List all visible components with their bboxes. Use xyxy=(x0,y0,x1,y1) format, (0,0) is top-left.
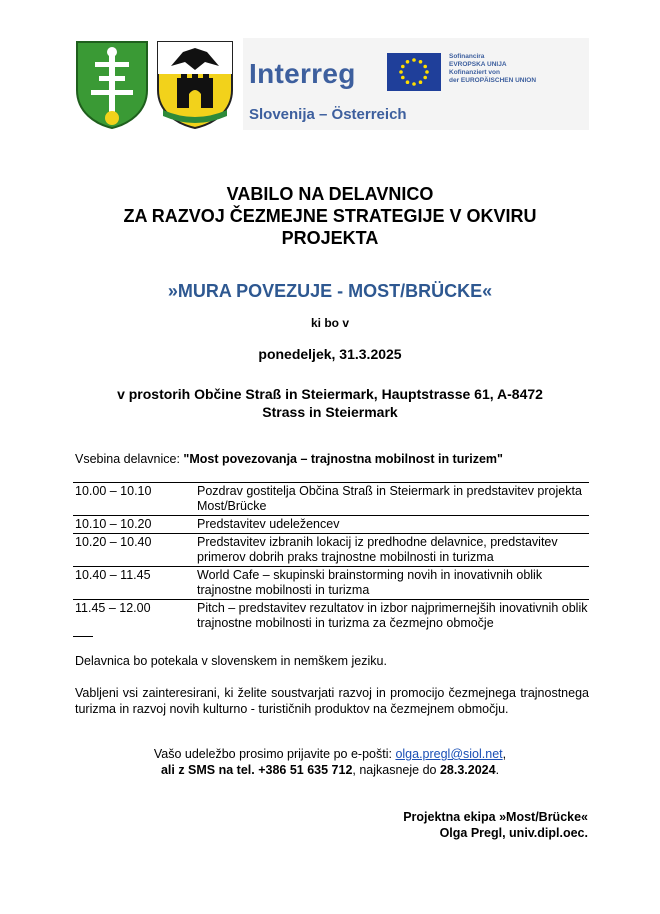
event-date: ponedeljek, 31.3.2025 xyxy=(258,346,402,362)
contact-line-2 xyxy=(60,762,600,778)
language-note: Delavnica bo potekala v slovenskem in nemškem jeziku. xyxy=(75,654,387,668)
ki-bo-v: ki bo v xyxy=(310,316,349,330)
agenda-row xyxy=(73,533,589,566)
title-line-1: VABILO NA DELAVNICO xyxy=(226,184,434,204)
eu-flag-icon xyxy=(387,53,441,91)
deadline-end: . xyxy=(495,763,500,777)
content-topic: "Most povezovanja – trajnostna mobilnost in turizem" xyxy=(183,452,503,466)
header xyxy=(73,38,593,130)
agenda-row xyxy=(73,599,589,632)
project-name: »MURA POVEZUJE - MOST/BRÜCKE« xyxy=(167,281,493,301)
programme-name: Slovenija – Österreich xyxy=(249,106,407,123)
agenda-time: 11.45 – 12.00 xyxy=(75,601,151,615)
agenda-time: 10.20 – 10.40 xyxy=(75,535,152,549)
deadline-prefix: , najkasneje do xyxy=(352,763,440,777)
contact-line-1 xyxy=(60,746,600,762)
agenda-time: 10.10 – 10.20 xyxy=(75,517,152,531)
venue-line-2: Strass in Steiermark xyxy=(262,404,398,420)
title-line-3: PROJEKTA xyxy=(281,228,379,248)
agenda-table xyxy=(73,482,589,632)
eu-line-4: der EUROPÄISCHEN UNION xyxy=(449,77,537,84)
agenda-description: Predstavitev izbranih lokacij iz predhodne delavnice, predstavitev primerov dobrih praks trajnostne mobilnosti in turizma xyxy=(197,535,558,564)
agenda-row xyxy=(73,482,589,515)
interreg-logo xyxy=(243,38,589,130)
content-label: Vsebina delavnice: xyxy=(75,452,184,466)
municipality-coat-of-arms-2 xyxy=(155,38,235,130)
email-link[interactable]: olga.pregl@siol.net xyxy=(395,747,503,761)
municipality-coat-of-arms-1 xyxy=(73,38,151,130)
eu-line-2: EVROPSKA UNIJA xyxy=(449,61,507,68)
agenda-description: Pitch – predstavitev rezultatov in izbor najprimernejših inovativnih oblik trajnostne mobilnosti in turizma za čezmejno območje xyxy=(197,601,588,630)
sms-phone: ali z SMS na tel. +386 51 635 712 xyxy=(160,763,353,777)
signature-line-1: Projektna ekipa »Most/Brücke« xyxy=(403,810,588,824)
event-venue xyxy=(60,385,600,421)
title-line-2: ZA RAZVOJ ČEZMEJNE STRATEGIJE V OKVIRU xyxy=(123,206,537,226)
workshop-content xyxy=(75,452,503,466)
invitation-paragraph: Vabljeni vsi zainteresirani, ki želite soustvarjati razvoj in promocijo čezmejnega trajnostnega turizma in razvoj novih kulturno - turističnih produktov na čezmejnem območju. xyxy=(75,686,589,716)
interreg-wordmark: Interreg xyxy=(249,58,356,89)
agenda-end-rule xyxy=(73,636,93,637)
agenda-row xyxy=(73,515,589,533)
venue-line-1: v prostorih Občine Straß in Steiermark, Hauptstrasse 61, A-8472 xyxy=(117,386,543,402)
agenda-description: Predstavitev udeležencev xyxy=(197,517,340,531)
document-title xyxy=(60,183,600,249)
agenda-description: World Cafe – skupinski brainstorming novih in inovativnih oblik trajnostne mobilnosti in turizma xyxy=(197,568,543,597)
signature xyxy=(403,809,588,841)
contact-comma: , xyxy=(502,747,507,761)
deadline-date: 28.3.2024 xyxy=(439,763,496,777)
signature-line-2: Olga Pregl, univ.dipl.oec. xyxy=(439,826,588,840)
agenda-time: 10.40 – 11.45 xyxy=(75,568,151,582)
contact-prefix: Vašo udeležbo prosimo prijavite po e-pošti: xyxy=(153,747,396,761)
eu-line-3: Kofinanziert von xyxy=(449,69,500,76)
agenda-row xyxy=(73,566,589,599)
agenda-time: 10.00 – 10.10 xyxy=(75,484,152,498)
eu-cofinancing-text xyxy=(449,53,589,85)
agenda-description: Pozdrav gostitelja Občina Straß in Steiermark in predstavitev projekta Most/Brücke xyxy=(197,484,582,513)
eu-line-1: Sofinancira xyxy=(449,53,485,60)
registration-contact xyxy=(60,746,600,778)
